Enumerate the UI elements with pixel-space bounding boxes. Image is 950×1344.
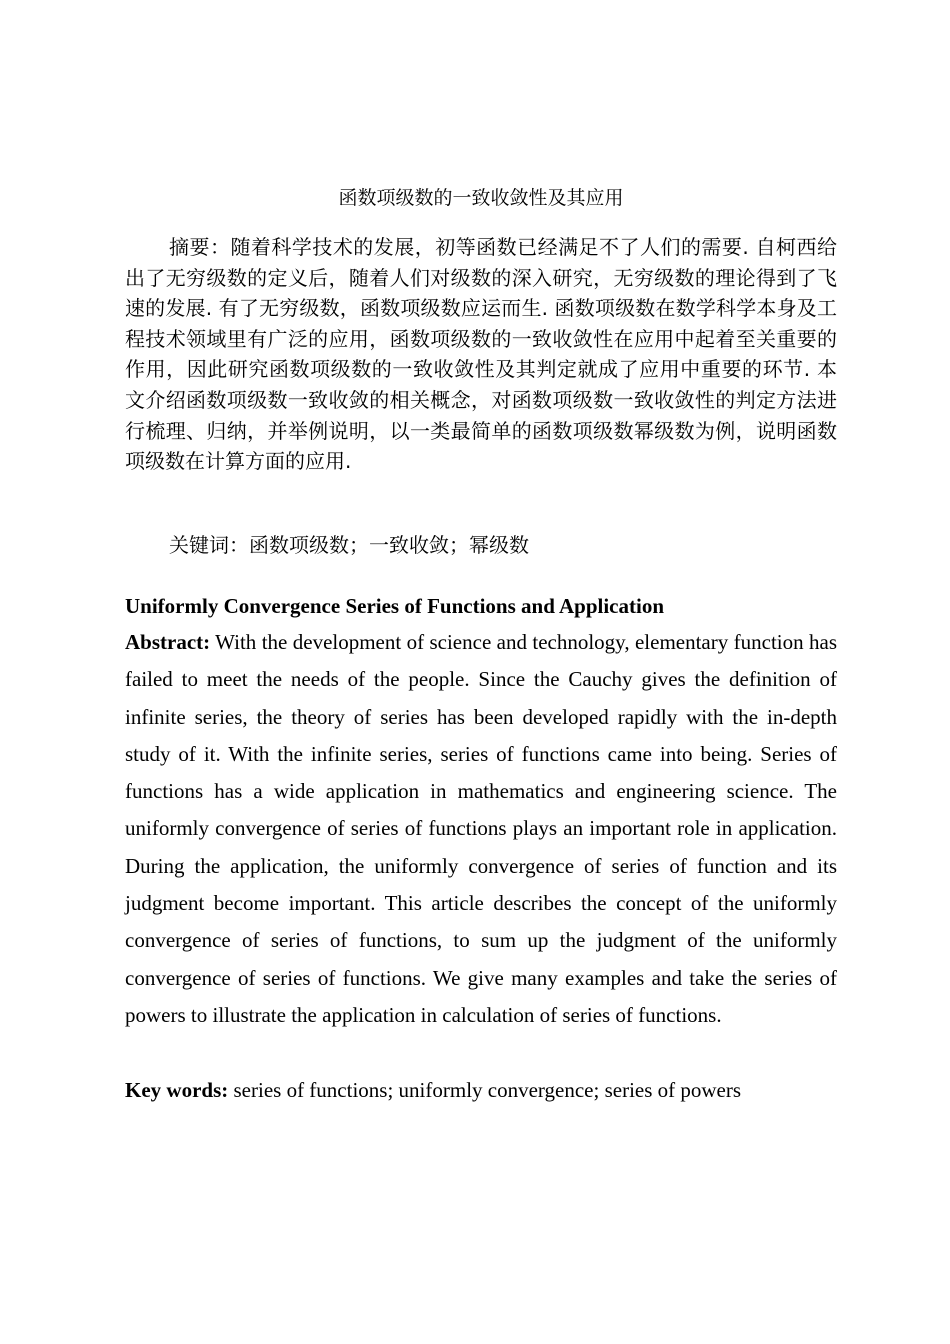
chinese-abstract-label: 摘要： — [169, 235, 231, 259]
english-keywords-label: Key words: — [125, 1078, 229, 1102]
chinese-abstract-text: 随着科学技术的发展，初等函数已经满足不了人们的需要. 自柯西给出了无穷级数的定义后，随着人们对级数的深入研究，无穷级数的理论得到了飞速的发展. 有了无穷级数，函数项级数应运而生. 函数项级数在数学科学本身及工程技术领域里有广泛的应用，函数项级数的一致收敛性在应用中起着至关重要的作用，因此研究函数项级数的一致收敛性及其判定就成了应用中重要的环节. 本文介绍函数项级数一致收敛的相关概念，对函数项级数一致收敛性的判定方法进行梳理、归纳，并举例说明，以一类最简单的函数项级数幂级数为例，说明函数项级数在计算方面的应用. — [125, 235, 838, 474]
chinese-keywords-text: 函数项级数；一致收敛；幂级数 — [249, 533, 529, 557]
english-abstract — [125, 624, 837, 1034]
chinese-abstract — [125, 232, 837, 477]
english-title: Uniformly Convergence Series of Functions and Application — [125, 594, 664, 618]
english-abstract-text: With the development of science and technology, elementary function has failed to meet the needs of the people. Since the Cauchy gives the definition of infinite series, the theory of series has been developed rapidly with the in-depth study of it. With the infinite series, series of functions came into being. Series of functions has a wide application in mathematics and engineering science. The uniformly convergence of series of functions plays an important role in application. During the application, the uniformly convergence of series of function and its judgment become important. This article describes the concept of the uniformly convergence of series of functions, to sum up the judgment of the uniformly convergence of series of functions. We give many examples and take the series of powers to illustrate the application in calculation of series of functions. — [125, 630, 837, 1027]
english-keywords-text: series of functions; uniformly convergence; series of powers — [233, 1078, 742, 1102]
english-keywords — [125, 1072, 837, 1109]
english-abstract-label: Abstract: — [125, 630, 211, 654]
chinese-title: 函数项级数的一致收敛性及其应用 — [338, 187, 624, 209]
chinese-keywords — [125, 530, 837, 560]
chinese-keywords-label: 关键词： — [169, 533, 249, 557]
